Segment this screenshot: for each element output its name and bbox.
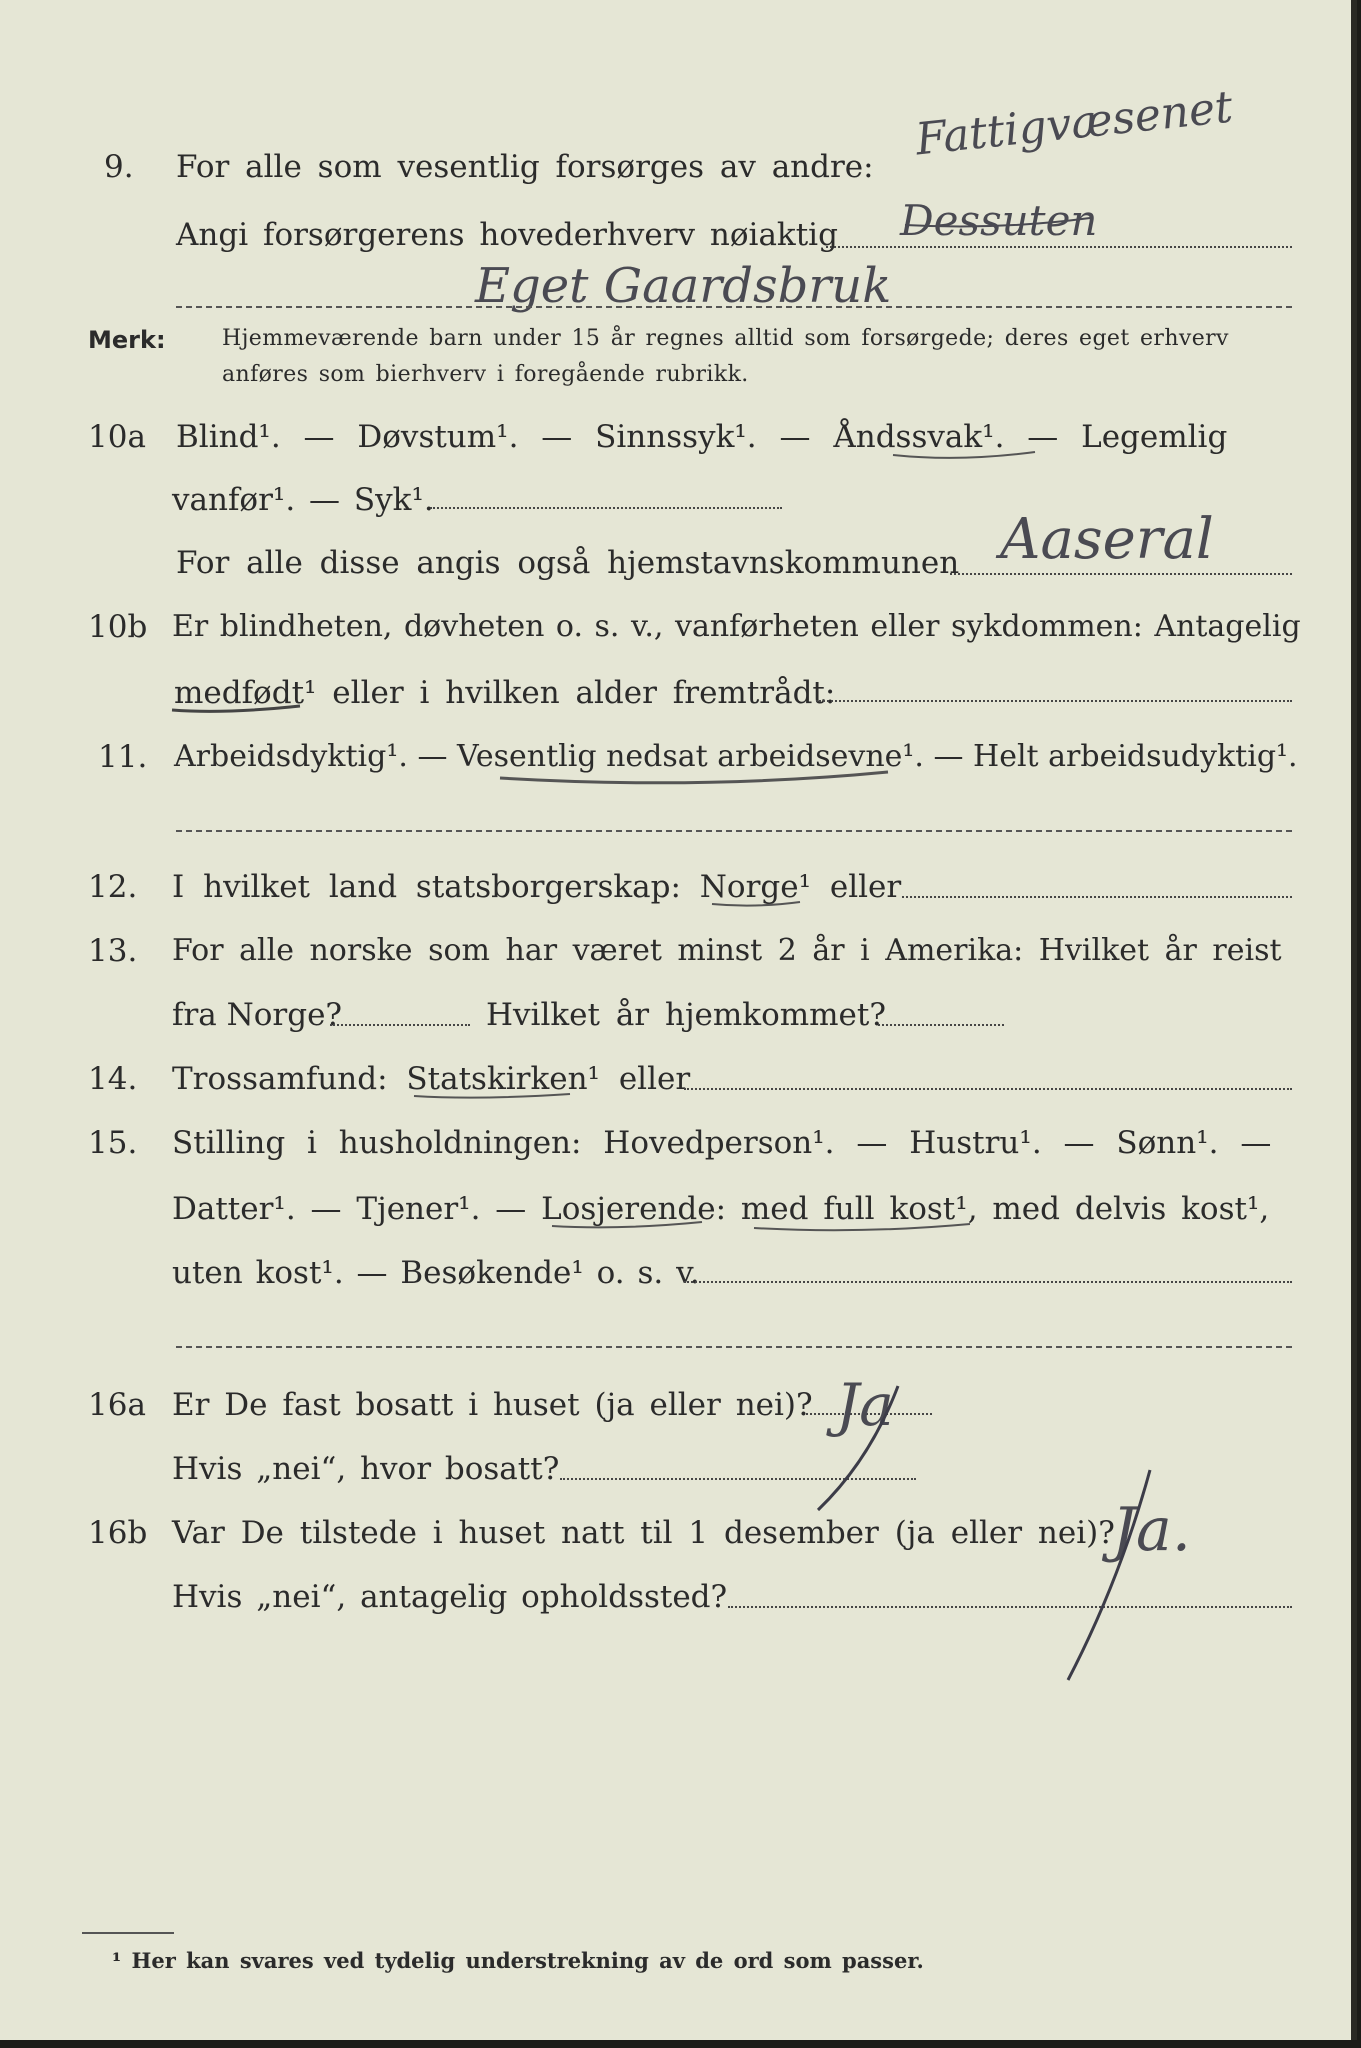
handwritten-ja-16a: Ja <box>836 1371 894 1439</box>
q16b-line2: Hvis „nei“, antagelig opholdssted? <box>172 1579 728 1615</box>
handwritten-eget-gaardsbruk: Eget Gaardsbruk <box>475 258 892 314</box>
q9-number: 9. <box>104 149 134 185</box>
q14-line1: Trossamfund: Statskirken¹ eller <box>172 1061 691 1097</box>
q13-line2-hjemkommet: Hvilket år hjemkommet? <box>486 997 886 1033</box>
q10a-number: 10a <box>88 419 146 455</box>
q14-number: 14. <box>88 1061 138 1097</box>
q10a-line2: vanfør¹. — Syk¹. <box>172 482 434 518</box>
q16a-line1: Er De fast bosatt i huset (ja eller nei)? <box>172 1387 813 1423</box>
q15-line2: Datter¹. — Tjener¹. — Losjerende: med full kost¹, med delvis kost¹, <box>172 1191 1270 1227</box>
q9-line1: For alle som vesentlig forsørges av andre: <box>176 149 874 185</box>
handwritten-aaseral: Aaseral <box>1000 507 1214 572</box>
q16b-line1: Var De tilstede i huset natt til 1 desember (ja eller nei)? <box>172 1515 1115 1551</box>
q16a-number: 16a <box>88 1387 146 1423</box>
q13-line2-reist: fra Norge? <box>172 997 343 1033</box>
handwritten-dessuten: Dessuten <box>900 196 1098 245</box>
q16b-number: 16b <box>88 1515 148 1551</box>
q10b-line2: medfødt¹ eller i hvilken alder fremtrådt: <box>174 675 836 711</box>
merk-line1: Hjemmeværende barn under 15 år regnes alltid som forsørgede; deres eget erhverv <box>222 326 1229 351</box>
q11-number: 11. <box>98 739 148 775</box>
q9-line2: Angi forsørgerens hovederhverv nøiaktig <box>176 217 838 253</box>
q16a-line2: Hvis „nei“, hvor bosatt? <box>172 1451 560 1487</box>
q15-line1: Stilling i husholdningen: Hovedperson¹. — Hustru¹. — Sønn¹. — <box>172 1125 1272 1161</box>
q13-line1: For alle norske som har været minst 2 år i Amerika: Hvilket år reist <box>172 933 1282 968</box>
handwritten-fattigvaesenet: Fattigvæsenet <box>913 81 1236 166</box>
q13-number: 13. <box>88 933 138 969</box>
handwritten-ja-16b: Ja. <box>1112 1495 1191 1565</box>
merk-label: Merk: <box>88 326 166 354</box>
q15-line3: uten kost¹. — Besøkende¹ o. s. v. <box>172 1255 700 1291</box>
q10b-number: 10b <box>88 609 148 645</box>
q10a-line1: Blind¹. — Døvstum¹. — Sinnssyk¹. — Åndssvak¹. — Legemlig <box>176 419 1228 455</box>
q11-line1: Arbeidsdyktig¹. — Vesentlig nedsat arbeidsevne¹. — Helt arbeidsudyktig¹. <box>174 739 1298 774</box>
q10a-line3: For alle disse angis også hjemstavnskommunen <box>176 545 960 581</box>
q12-line1: I hvilket land statsborgerskap: Norge¹ eller <box>172 869 902 905</box>
merk-line2: anføres som bierhverv i foregående rubrikk. <box>222 362 749 387</box>
q10b-line1: Er blindheten, døvheten o. s. v., vanførheten eller sykdommen: Antagelig <box>172 609 1301 644</box>
q15-number: 15. <box>88 1125 138 1161</box>
footnote-text: ¹ Her kan svares ved tydelig understrekning av de ord som passer. <box>112 1948 924 1973</box>
q12-number: 12. <box>88 869 138 905</box>
